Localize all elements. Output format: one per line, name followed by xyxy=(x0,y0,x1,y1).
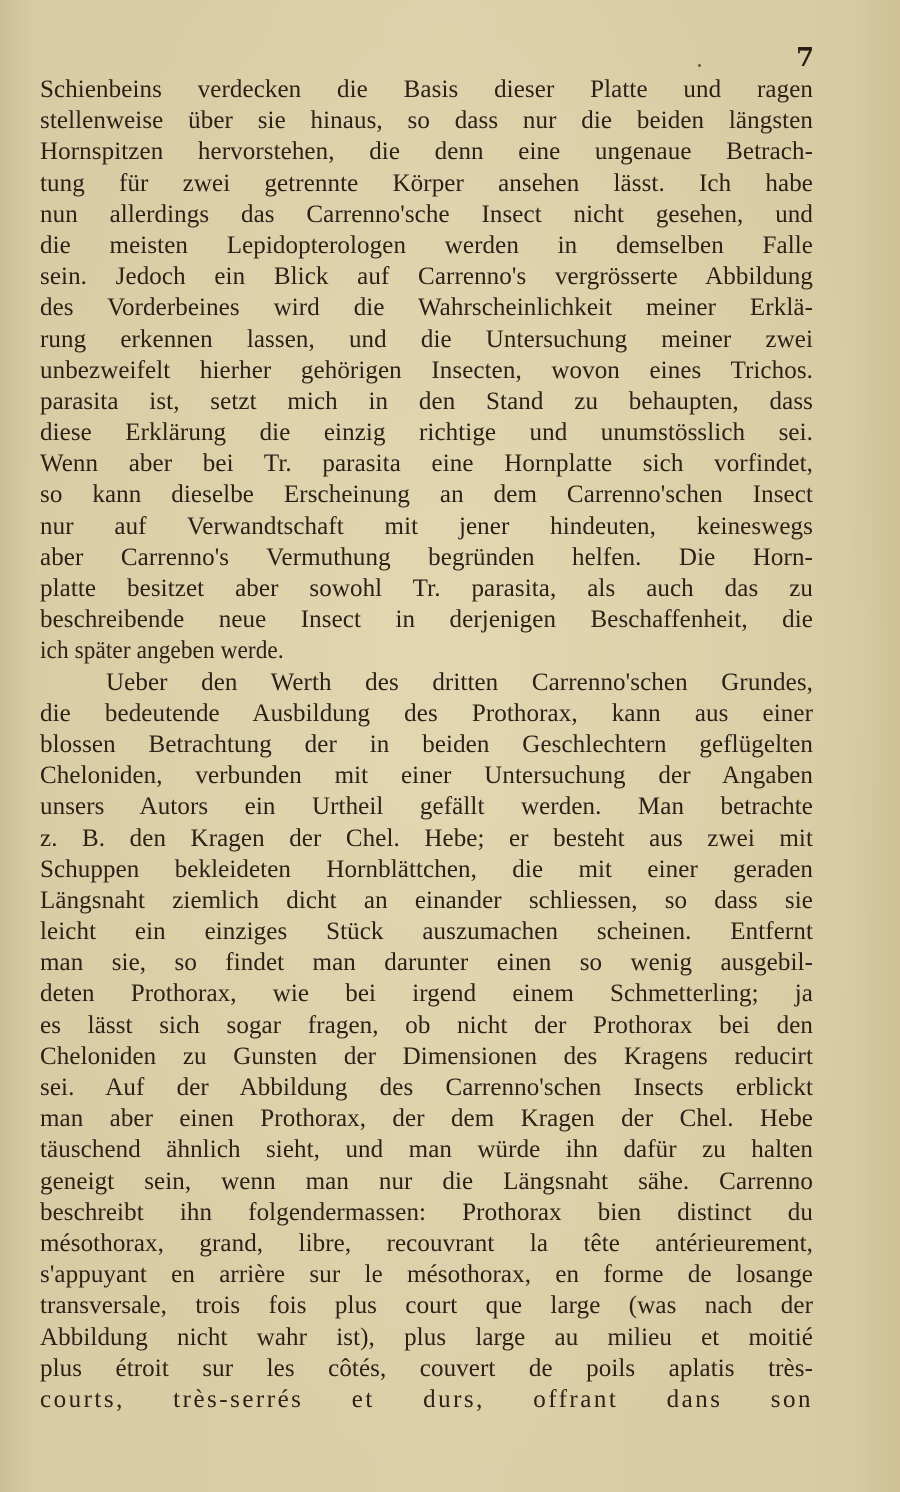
text-line: nur auf Verwandtschaft mit jener hindeuten, keineswegs xyxy=(40,512,813,540)
text-line: man aber einen Prothorax, der dem Kragen der Chel. Hebe xyxy=(40,1105,813,1133)
text-line: rung erkennen lassen, und die Untersuchung meiner zwei xyxy=(40,325,813,353)
text-line: Schienbeins verdecken die Basis dieser Platte und ragen xyxy=(40,76,813,103)
text-line: deten Prothorax, wie bei irgend einem Schmetterling; ja xyxy=(40,980,813,1008)
text-line: Längsnaht ziemlich dicht an einander schliessen, so dass sie xyxy=(40,886,813,914)
text-line: tung für zwei getrennte Körper ansehen lässt. Ich habe xyxy=(40,169,813,197)
text-line: stellenweise über sie hinaus, so dass nur die beiden längsten xyxy=(40,107,813,135)
text-line: des Vorderbeines wird die Wahrscheinlichkeit meiner Erklä- xyxy=(40,294,813,322)
text-line: beschreibt ihn folgendermassen: Prothorax bien distinct du xyxy=(40,1198,813,1226)
text-line: plus étroit sur les côtés, couvert de poils aplatis très- xyxy=(40,1354,813,1382)
text-line: Ueber den Werth des dritten Carrenno'schen Grundes, xyxy=(106,668,813,696)
text-line: courts, très-serrés et durs, offrant dans son xyxy=(40,1385,813,1413)
text-line: mésothorax, grand, libre, recouvrant la tête antérieurement, xyxy=(40,1229,813,1257)
text-line: sei. Auf der Abbildung des Carrenno'schen Insects erblickt xyxy=(40,1074,813,1101)
text-line: es lässt sich sogar fragen, ob nicht der Prothorax bei den xyxy=(40,1011,813,1039)
text-line: transversale, trois fois plus court que large (was nach der xyxy=(40,1292,813,1320)
text-line: Wenn aber bei Tr. parasita eine Hornplatte sich vorfindet, xyxy=(40,450,813,478)
text-line: z. B. den Kragen der Chel. Hebe; er besteht aus zwei mit xyxy=(40,824,813,852)
text-line: aber Carrenno's Vermuthung begründen helfen. Die Horn- xyxy=(40,543,813,571)
text-line: sein. Jedoch ein Blick auf Carrenno's vergrösserte Abbildung xyxy=(40,263,813,291)
text-line: beschreibende neue Insect in derjenigen Beschaffenheit, die xyxy=(40,606,813,634)
text-line: geneigt sein, wenn man nur die Längsnaht sähe. Carrenno xyxy=(40,1167,813,1195)
text-line: unsers Autors ein Urtheil gefällt werden. Man betrachte xyxy=(40,793,813,821)
text-line: unbezweifelt hierher gehörigen Insecten, wovon eines Trichos. xyxy=(40,356,813,384)
text-line: ich später angeben werde. xyxy=(40,637,284,665)
text-line: parasita ist, setzt mich in den Stand zu behaupten, dass xyxy=(40,387,813,415)
text-line: täuschend ähnlich sieht, und man würde ihn dafür zu halten xyxy=(40,1136,813,1164)
text-line: diese Erklärung die einzig richtige und unumstösslich sei. xyxy=(40,419,813,447)
text-line: so kann dieselbe Erscheinung an dem Carrenno'schen Insect xyxy=(40,481,813,509)
text-line: Schuppen bekleideten Hornblättchen, die mit einer geraden xyxy=(40,855,813,883)
body-text xyxy=(40,74,813,1415)
text-line: blossen Betrachtung der in beiden Geschlechtern geflügelten xyxy=(40,730,813,758)
text-line: Cheloniden, verbunden mit einer Untersuchung der Angaben xyxy=(40,762,813,790)
text-line: leicht ein einziges Stück auszumachen scheinen. Entfernt xyxy=(40,918,813,946)
text-line: die bedeutende Ausbildung des Prothorax, kann aus einer xyxy=(40,699,813,727)
text-line: s'appuyant en arrière sur le mésothorax, en forme de losange xyxy=(40,1261,813,1289)
ink-speck xyxy=(698,64,701,67)
text-line: man sie, so findet man darunter einen so wenig ausgebil- xyxy=(40,949,813,977)
text-line: platte besitzet aber sowohl Tr. parasita, als auch das zu xyxy=(40,575,813,602)
page-number: 7 xyxy=(796,43,815,73)
text-line: die meisten Lepidopterologen werden in demselben Falle xyxy=(40,231,813,259)
text-line: Cheloniden zu Gunsten der Dimensionen des Kragens reducirt xyxy=(40,1042,813,1070)
text-line: Hornspitzen hervorstehen, die denn eine ungenaue Betrach- xyxy=(40,138,813,166)
text-line: nun allerdings das Carrenno'sche Insect nicht gesehen, und xyxy=(40,200,813,228)
text-line: Abbildung nicht wahr ist), plus large au milieu et moitié xyxy=(40,1323,813,1351)
